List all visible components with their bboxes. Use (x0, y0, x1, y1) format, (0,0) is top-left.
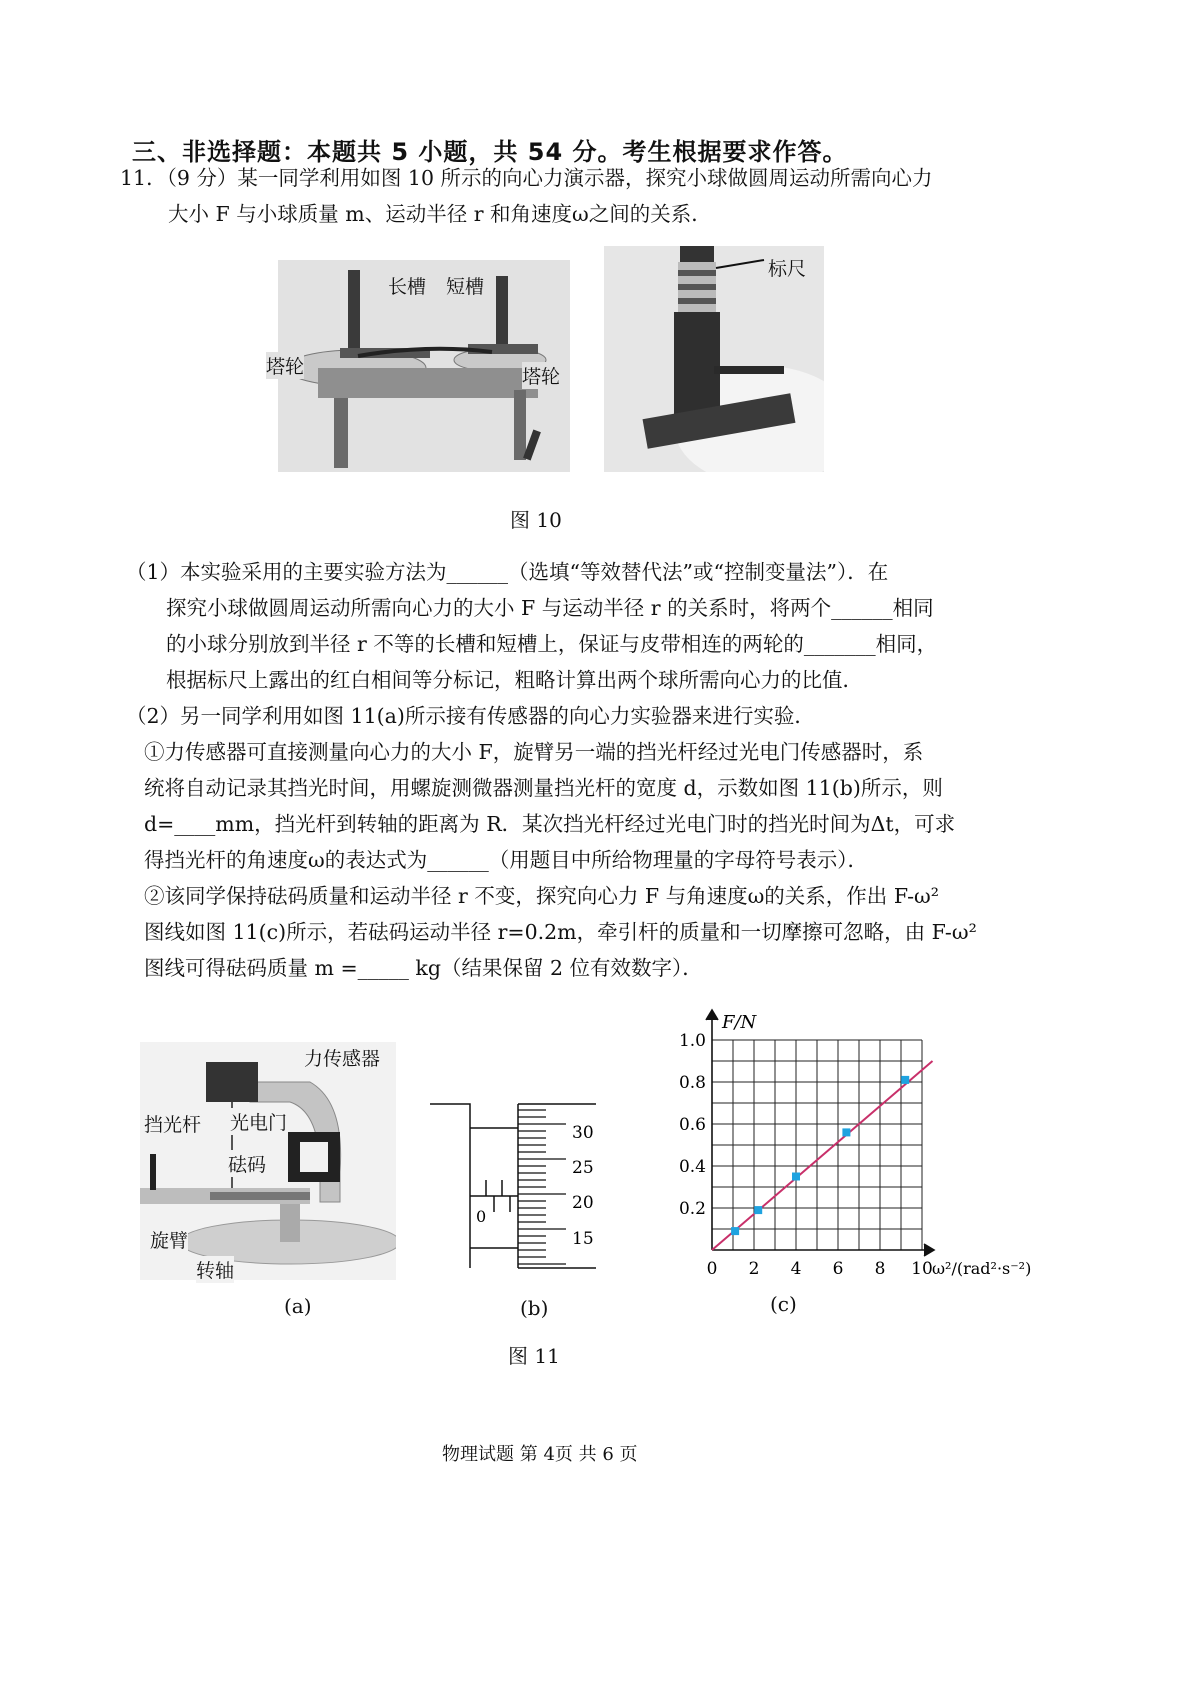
y-tick-label: 0.6 (678, 1115, 706, 1135)
q-line: 探究小球做圆周运动所需向心力的大小 F 与运动半径 r 的关系时，将两个______相同 (166, 596, 934, 620)
x-tick-label: 10 (911, 1259, 933, 1279)
zero-label: 0 (476, 1207, 487, 1226)
q-line: （1）本实验采用的主要实验方法为______（选填“等效替代法”或“控制变量法”）．在 (126, 560, 889, 584)
page-footer: 物理试题 第 4页 共 6 页 (442, 1444, 638, 1465)
y-tick-label: 0.2 (678, 1199, 706, 1219)
q-line: 大小 F 与小球质量 m、运动半径 r 和角速度ω之间的关系． (168, 202, 712, 226)
q-line: 统将自动记录其挡光时间，用螺旋测微器测量挡光杆的宽度 d，示数如图 11(b)所示，则 (144, 776, 943, 800)
tick-label: 25 (572, 1158, 594, 1178)
q-line: d=____mm，挡光杆到转轴的距离为 R．某次挡光杆经过光电门时的挡光时间为Δt，可求 (144, 812, 956, 836)
q-line: 得挡光杆的角速度ω的表达式为______（用题目中所给物理量的字母符号表示）． (144, 848, 868, 872)
figure-11b-sub: (b) (520, 1296, 549, 1320)
label-long-slot: 长槽 (388, 276, 427, 298)
figure-11c-sub: (c) (770, 1292, 797, 1316)
label-short-slot: 短槽 (446, 276, 485, 298)
x-tick-label: 6 (832, 1259, 844, 1279)
tick-label: 15 (572, 1229, 594, 1249)
x-tick-label: 0 (706, 1259, 718, 1279)
data-point (731, 1227, 739, 1235)
figure-10-caption: 图 10 (510, 508, 562, 532)
label-tower-right: 塔轮 (522, 362, 560, 389)
fit-line (712, 1061, 933, 1250)
label-photogate: 光电门 (230, 1108, 287, 1135)
tick-label: 20 (572, 1193, 594, 1213)
y-tick-label: 1.0 (678, 1031, 706, 1051)
label-shade-rod: 挡光杆 (144, 1110, 201, 1137)
label-force-sensor: 力传感器 (304, 1048, 381, 1070)
section-title: 三、非选择题：本题共 5 小题，共 54 分。考生根据要求作答。 (132, 138, 848, 166)
data-point (754, 1206, 762, 1214)
f-omega-squared-chart (670, 1006, 1060, 1296)
q-line: 图线可得砝码质量 m =_____ kg（结果保留 2 位有效数字）． (144, 956, 703, 980)
label-tower-left: 塔轮 (266, 352, 304, 379)
tick-label: 30 (572, 1123, 594, 1143)
figure-11a-sub: (a) (284, 1294, 312, 1318)
q-line: ②该同学保持砝码质量和运动半径 r 不变，探究向心力 F 与角速度ω的关系，作出 F-ω² (144, 884, 939, 908)
label-axis: 转轴 (196, 1256, 234, 1283)
x-axis-label: ω²/(rad²·s⁻²) (932, 1259, 1032, 1278)
q-line: （2）另一同学利用如图 11(a)所示接有传感器的向心力实验器来进行实验． (126, 704, 815, 728)
data-point (792, 1173, 800, 1181)
y-axis-label: F/N (722, 1012, 757, 1033)
x-tick-label: 2 (748, 1259, 760, 1279)
q-line: 图线如图 11(c)所示，若砝码运动半径 r=0.2m，牵引杆的质量和一切摩擦可忽略，由 F-ω² (144, 920, 977, 944)
x-tick-label: 8 (874, 1259, 886, 1279)
q-line: 11．（9 分）某一同学利用如图 10 所示的向心力演示器，探究小球做圆周运动所需向心力 (120, 166, 933, 190)
label-weight: 砝码 (228, 1150, 266, 1177)
q-line: 的小球分别放到半径 r 不等的长槽和短槽上，保证与皮带相连的两轮的_______相同， (166, 632, 938, 656)
y-tick-label: 0.8 (678, 1073, 706, 1093)
micrometer-reading (426, 1096, 626, 1276)
data-point (901, 1076, 909, 1084)
label-arm: 旋臂 (150, 1226, 188, 1253)
q-line: ①力传感器可直接测量向心力的大小 F，旋臂另一端的挡光杆经过光电门传感器时，系 (144, 740, 924, 764)
figure-11-caption: 图 11 (508, 1344, 560, 1368)
label-scale: 标尺 (768, 258, 807, 280)
q-line: 根据标尺上露出的红白相间等分标记，粗略计算出两个球所需向心力的比值． (166, 668, 863, 692)
x-tick-label: 4 (790, 1259, 802, 1279)
data-point (842, 1128, 850, 1136)
y-tick-label: 0.4 (678, 1157, 706, 1177)
